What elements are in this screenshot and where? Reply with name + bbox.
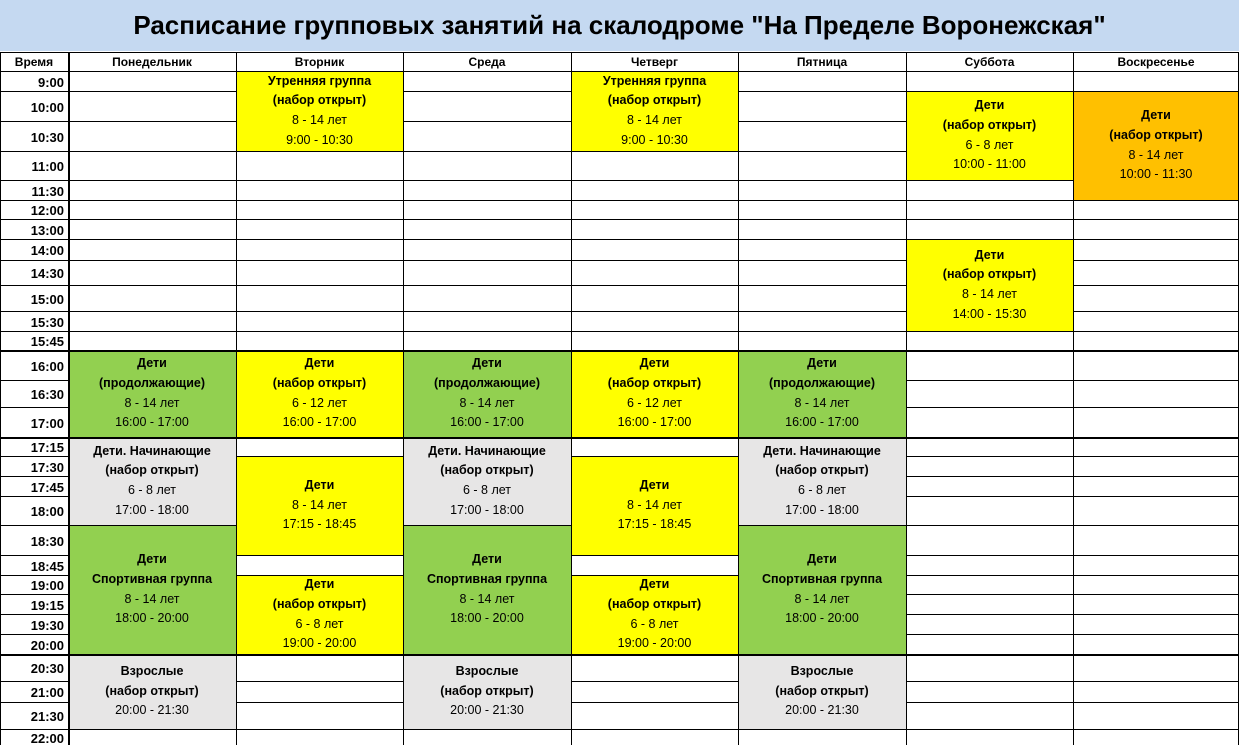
class-time: 16:00 - 17:00 [282,415,357,430]
class-time: 16:00 - 17:00 [115,415,189,430]
class-detail: (набор открыт) [607,596,702,611]
class-detail: 8 - 14 лет [124,395,180,410]
time-label: 18:30 [30,533,64,549]
class-time: 20:00 - 21:30 [450,703,524,718]
time-label: 20:30 [30,661,64,676]
class-detail: 8 - 14 лет [794,395,850,410]
class-time: 20:00 - 21:30 [785,703,859,718]
class-detail: (набор открыт) [105,683,199,698]
class-name: Дети [472,356,502,371]
header-day: Воскресенье [1117,55,1195,69]
time-label: 14:30 [30,266,64,281]
class-detail: (продолжающие) [98,375,205,390]
class-detail: 6 - 8 лет [630,616,679,631]
time-label: 11:30 [31,183,64,199]
time-label: 14:00 [30,243,64,258]
class-block[interactable] [403,437,571,525]
class-name: Дети [807,552,837,567]
class-detail: (набор открыт) [775,463,869,478]
time-label: 15:00 [30,291,64,307]
class-time: 10:00 - 11:00 [953,157,1026,172]
class-name: Утренняя группа [602,73,707,88]
time-label: 17:15 [30,440,64,455]
class-name: Дети [639,477,670,492]
class-block[interactable] [571,71,738,151]
class-name: Утренняя группа [267,73,372,88]
class-block[interactable] [68,525,236,654]
class-time: 20:00 - 21:30 [115,703,189,718]
header-time: Время [14,55,54,69]
class-detail: 8 - 14 лет [124,591,180,606]
class-block[interactable] [236,350,403,437]
class-detail: 8 - 14 лет [1128,147,1184,162]
class-detail: 8 - 14 лет [292,113,347,127]
class-block[interactable] [68,654,236,729]
class-detail: 8 - 14 лет [292,497,347,512]
class-time: 9:00 - 10:30 [286,132,353,147]
class-name: Дети. Начинающие [428,443,546,458]
class-time: 17:00 - 18:00 [450,502,524,517]
time-label: 12:00 [30,203,64,218]
class-name: Дети [974,247,1005,262]
class-detail: Спортивная группа [426,571,548,586]
class-detail: (набор открыт) [942,267,1037,282]
time-label: 13:00 [30,222,64,238]
page-title: Расписание групповых занятий на скалодроме "На Пределе Воронежская" [0,0,1239,51]
class-name: Дети [1141,108,1171,123]
class-detail: Спортивная группа [91,571,213,586]
time-label: 21:30 [30,709,64,724]
class-time: 16:00 - 17:00 [450,415,524,430]
class-block[interactable] [738,437,906,525]
time-label: 10:30 [30,129,64,145]
header-day: Понедельник [112,55,192,69]
class-block[interactable] [236,575,403,654]
time-label: 11:00 [31,159,64,174]
class-time: 19:00 - 20:00 [282,636,357,651]
class-block[interactable] [403,525,571,654]
class-detail: 6 - 8 лет [295,616,344,631]
class-detail: (набор открыт) [440,683,534,698]
class-detail: 8 - 14 лет [627,497,682,512]
class-detail: 8 - 14 лет [459,591,515,606]
class-detail: 6 - 8 лет [965,137,1014,152]
class-block[interactable] [68,350,236,437]
class-detail: (набор открыт) [440,463,534,478]
class-time: 18:00 - 20:00 [450,611,524,626]
class-block[interactable] [571,575,738,654]
time-label: 21:00 [30,685,64,700]
class-detail: (набор открыт) [607,375,702,390]
time-label: 19:15 [30,597,64,613]
class-name: Дети [639,356,670,371]
time-label: 10:00 [30,99,64,115]
class-time: 18:00 - 20:00 [785,611,859,626]
class-detail: 6 - 8 лет [797,483,847,497]
header-day: Суббота [964,55,1015,69]
class-detail: 8 - 14 лет [962,287,1017,301]
class-detail: (набор открыт) [272,93,367,108]
class-name: Дети [974,98,1005,113]
class-name: Дети. Начинающие [763,443,881,458]
time-label: 15:45 [30,334,64,349]
class-detail: (набор открыт) [942,117,1037,132]
class-block[interactable] [906,91,1073,180]
class-name: Дети. Начинающие [93,443,211,458]
class-detail: (продолжающие) [433,375,540,390]
header-day: Среда [468,55,506,69]
class-detail: 6 - 12 лет [627,395,682,410]
class-name: Взрослые [120,663,184,678]
class-detail: (набор открыт) [272,596,367,611]
class-block[interactable] [236,456,403,555]
class-block[interactable] [738,350,906,437]
time-label: 16:00 [30,358,64,374]
class-detail: (набор открыт) [105,463,199,478]
class-time: 19:00 - 20:00 [617,636,692,651]
class-time: 17:15 - 18:45 [282,517,357,532]
class-time: 16:00 - 17:00 [785,415,859,430]
header-day: Пятница [796,55,848,69]
time-label: 18:00 [30,504,64,519]
class-detail: 8 - 14 лет [627,113,682,127]
class-block[interactable] [738,654,906,729]
time-label: 9:00 [37,74,64,90]
class-detail: (набор открыт) [775,683,869,698]
class-name: Дети [137,552,167,567]
class-detail: 8 - 14 лет [794,591,850,606]
class-name: Дети [304,356,335,371]
time-label: 19:30 [30,617,64,633]
class-time: 18:00 - 20:00 [115,611,189,626]
class-name: Дети [639,577,670,592]
time-label: 20:00 [30,637,64,653]
class-detail: 6 - 8 лет [462,483,512,497]
class-time: 10:00 - 11:30 [1119,167,1193,182]
class-time: 17:15 - 18:45 [617,517,692,532]
class-name: Дети [807,356,837,371]
class-name: Дети [137,356,167,371]
class-detail: (набор открыт) [272,375,367,390]
class-detail: (набор открыт) [607,93,702,108]
time-label: 22:00 [30,730,64,746]
class-name: Взрослые [455,663,519,678]
class-detail: 6 - 12 лет [292,395,347,410]
time-label: 17:45 [30,479,64,495]
class-name: Дети [304,577,335,592]
class-detail: 6 - 8 лет [127,483,177,497]
class-block[interactable] [403,654,571,729]
class-block[interactable] [68,437,236,525]
class-block[interactable] [571,350,738,437]
class-block[interactable] [236,71,403,151]
time-label: 17:30 [30,459,64,475]
class-block[interactable] [738,525,906,654]
time-label: 16:30 [30,387,64,402]
class-time: 16:00 - 17:00 [617,415,692,430]
class-detail: 8 - 14 лет [459,395,515,410]
class-time: 17:00 - 18:00 [115,502,189,517]
class-name: Дети [472,552,502,567]
class-block[interactable] [403,350,571,437]
class-block[interactable] [571,456,738,555]
header-day: Вторник [294,55,345,69]
class-detail: (продолжающие) [768,375,875,390]
class-time: 9:00 - 10:30 [621,132,688,147]
class-block[interactable] [1073,91,1239,200]
class-detail: (набор открыт) [1109,127,1203,142]
time-label: 17:00 [30,415,64,431]
class-block[interactable] [906,239,1073,331]
time-label: 19:00 [30,578,64,593]
time-label: 18:45 [30,558,64,574]
header-day: Четверг [630,55,679,69]
class-detail: Спортивная группа [761,571,883,586]
class-name: Дети [304,477,335,492]
time-label: 15:30 [30,314,64,330]
class-name: Взрослые [790,663,854,678]
class-time: 17:00 - 18:00 [785,502,859,517]
class-time: 14:00 - 15:30 [952,306,1027,321]
